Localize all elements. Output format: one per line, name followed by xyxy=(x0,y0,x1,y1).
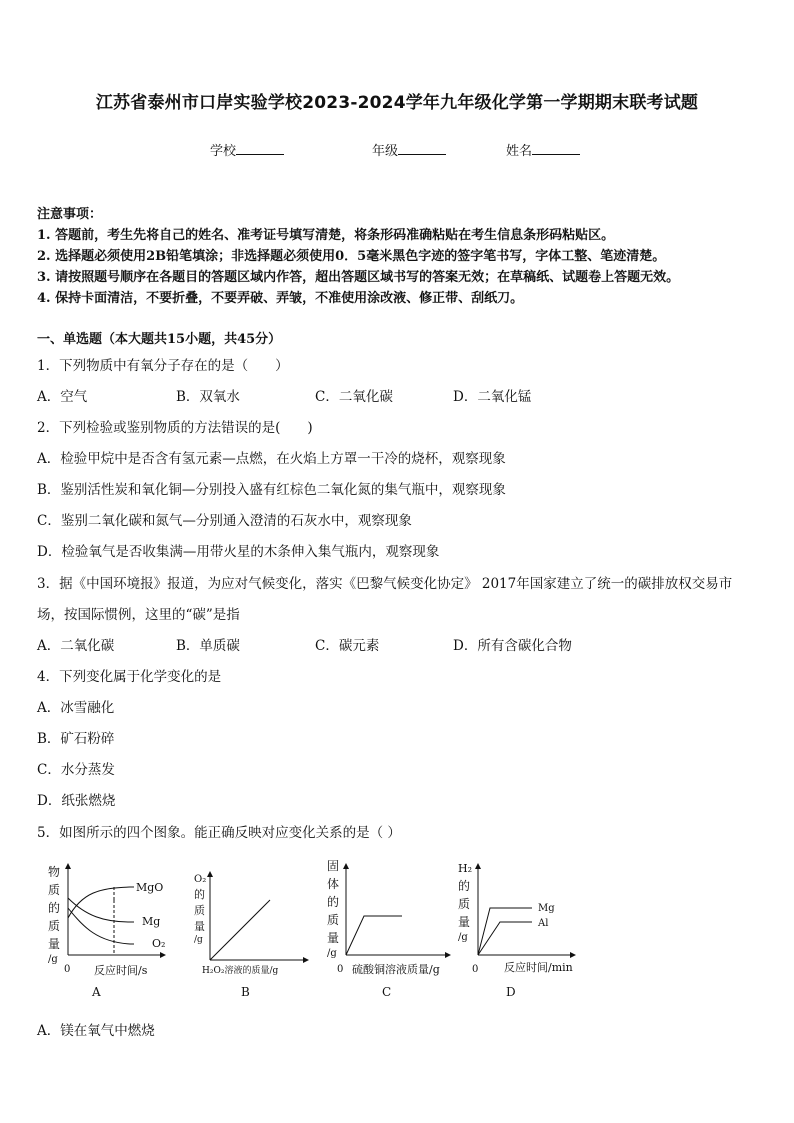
q3-option-a: A．二氧化碳 xyxy=(37,638,115,654)
question-4-stem: 4．下列变化属于化学变化的是 xyxy=(37,669,222,685)
q4-option-b: B．矿石粉碎 xyxy=(37,731,115,747)
graph-c xyxy=(327,859,450,999)
x-axis-label: H₂O₂溶液的质量/g xyxy=(202,966,279,976)
notice-item: 3. 请按照题号顺序在各题目的答题区域内作答，超出答题区域书写的答案无效；在草稿纸、试题卷上答题无效。 xyxy=(37,270,680,285)
q2-option-a: A．检验甲烷中是否含有氢元素—点燃，在火焰上方罩一干冷的烧杯，观察现象 xyxy=(37,451,506,467)
q4-option-d: D．纸张燃烧 xyxy=(37,793,116,809)
q1-option-d: D．二氧化锰 xyxy=(453,389,532,405)
graph-b xyxy=(194,872,308,999)
svg-text:O₂: O₂ xyxy=(194,874,207,885)
q1-option-c: C．二氧化碳 xyxy=(315,389,393,405)
svg-text:H₂: H₂ xyxy=(458,862,473,875)
svg-text:/g: /g xyxy=(327,948,337,959)
name-blank xyxy=(532,142,580,155)
x-axis-label: 反应时间/min xyxy=(504,961,573,974)
q4-option-c: C．水分蒸发 xyxy=(37,762,115,778)
origin-label: 0 xyxy=(472,964,479,975)
svg-text:量: 量 xyxy=(48,937,61,951)
notice-item: 1. 答题前，考生先将自己的姓名、准考证号填写清楚，将条形码准确粘贴在考生信息条形码粘贴区。 xyxy=(37,228,615,243)
curve-o2 xyxy=(68,908,134,944)
curve-label: Al xyxy=(538,918,549,929)
grade-label: 年级 xyxy=(372,144,399,159)
school-field xyxy=(210,140,284,159)
svg-text:量: 量 xyxy=(327,931,340,945)
origin-label: 0 xyxy=(64,964,71,975)
school-label: 学校 xyxy=(210,144,237,159)
q4-option-a: A．冰雪融化 xyxy=(37,700,115,716)
question-3-stem-line1: 3．据《中国环境报》报道，为应对气候变化，落实《巴黎气候变化协定》 2017年国家建立了统一的碳排放权交易市 xyxy=(37,576,733,592)
notice-item: 2. 选择题必须使用2B铅笔填涂；非选择题必须使用0．5毫米黑色字迹的签字笔书写，字体工整、笔迹清楚。 xyxy=(37,249,666,264)
question-1-stem: 1．下列物质中有氧分子存在的是（ ） xyxy=(37,358,289,374)
svg-text:质: 质 xyxy=(48,919,61,933)
curve-label: Mg xyxy=(538,903,555,914)
svg-text:的: 的 xyxy=(48,901,61,915)
svg-text:质: 质 xyxy=(327,913,340,927)
q2-option-b: B．鉴别活性炭和氧化铜—分别投入盛有红棕色二氧化氮的集气瓶中，观察现象 xyxy=(37,482,506,498)
question-5-stem: 5．如图所示的四个图象。能正确反映对应变化关系的是（ ） xyxy=(37,825,401,841)
svg-text:/g: /g xyxy=(194,935,203,945)
svg-text:量: 量 xyxy=(458,915,471,929)
curve-label: O₂ xyxy=(152,937,166,950)
graph-label: B xyxy=(241,985,250,999)
curve-mgo xyxy=(68,887,134,918)
q1-option-a: A．空气 xyxy=(37,389,88,405)
q3-option-b: B．单质碳 xyxy=(176,638,240,654)
q2-option-c: C．鉴别二氧化碳和氮气—分别通入澄清的石灰水中，观察现象 xyxy=(37,513,412,529)
svg-text:/g: /g xyxy=(48,954,58,965)
curve-al xyxy=(478,922,532,955)
graph-label: C xyxy=(382,985,392,999)
graph-a xyxy=(48,864,165,999)
question-2-stem: 2．下列检验或鉴别物质的方法错误的是( ) xyxy=(37,420,313,436)
svg-text:/g: /g xyxy=(458,932,468,943)
svg-text:的: 的 xyxy=(458,879,471,893)
notice-heading: 注意事项： xyxy=(37,207,103,222)
grade-field xyxy=(372,140,446,159)
curve-mg xyxy=(68,898,134,922)
grade-blank xyxy=(398,142,446,155)
q1-option-b: B．双氧水 xyxy=(176,389,240,405)
svg-text:量: 量 xyxy=(194,920,205,933)
page-title: 江苏省泰州市口岸实验学校2023-2024学年九年级化学第一学期期末联考试题 xyxy=(95,93,699,113)
svg-text:质: 质 xyxy=(458,897,471,911)
curve-mg xyxy=(478,908,532,955)
svg-text:固: 固 xyxy=(327,859,340,873)
curve-label: Mg xyxy=(142,915,161,928)
x-axis-label: 硫酸铜溶液质量/g xyxy=(352,963,440,976)
svg-text:物: 物 xyxy=(48,865,61,879)
graph-d xyxy=(458,862,575,999)
question-3-stem-line2: 场，按国际惯例，这里的“碳”是指 xyxy=(37,607,240,623)
x-axis-label: 反应时间/s xyxy=(94,964,148,977)
svg-text:的: 的 xyxy=(194,888,205,901)
notice-item: 4. 保持卡面清洁，不要折叠，不要弄破、弄皱，不准使用涂改液、修正带、刮纸刀。 xyxy=(37,291,524,306)
svg-text:质: 质 xyxy=(48,883,61,897)
line-solid-mass xyxy=(346,916,402,955)
origin-label: 0 xyxy=(337,964,344,975)
name-label: 姓名 xyxy=(506,144,533,159)
school-blank xyxy=(236,142,284,155)
curve-label: MgO xyxy=(136,881,164,894)
svg-text:的: 的 xyxy=(327,895,340,909)
q2-option-d: D．检验氧气是否收集满—用带火星的木条伸入集气瓶内，观察现象 xyxy=(37,544,440,560)
q3-option-c: C．碳元素 xyxy=(315,638,380,654)
graph-label: D xyxy=(506,985,516,999)
section-heading: 一、单选题（本大题共15小题，共45分） xyxy=(37,332,282,347)
svg-text:体: 体 xyxy=(327,877,340,891)
q5-graphs xyxy=(30,850,610,1010)
name-field xyxy=(506,140,580,159)
svg-text:质: 质 xyxy=(194,904,205,917)
q3-option-d: D．所有含碳化合物 xyxy=(453,638,572,654)
graph-label: A xyxy=(92,985,101,999)
line-o2 xyxy=(210,900,270,960)
q5-option-a: A．镁在氧气中燃烧 xyxy=(37,1023,155,1039)
